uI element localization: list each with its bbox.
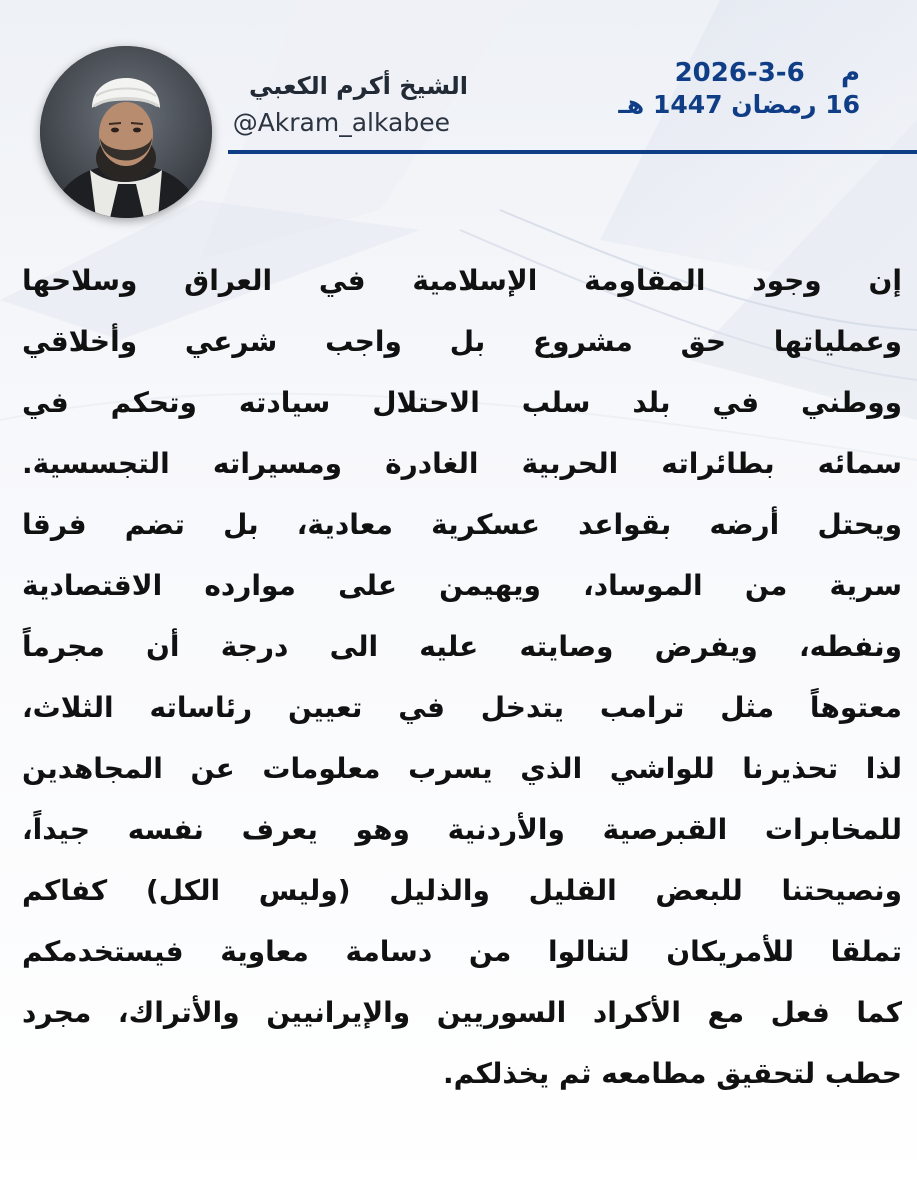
portrait-image xyxy=(40,46,212,218)
statement-line: ويحتل أرضه بقواعد عسكرية معادية، بل تضم فرقا xyxy=(22,508,902,541)
statement-line: ونصيحتنا للبعض القليل والذليل (وليس الكل) كفاكم xyxy=(22,874,902,907)
statement-line: سرية من الموساد، ويهيمن على موارده الاقتصادية xyxy=(22,569,902,602)
statement-line: ووطني في بلد سلب الاحتلال سيادته وتحكم في xyxy=(22,386,902,419)
statement-line: لذا تحذيرنا للواشي الذي يسرب معلومات عن المجاهدين xyxy=(22,752,902,785)
statement-line: تملقا للأمريكان لتنالوا من دسامة معاوية فيستخدمكم xyxy=(22,935,902,968)
statement-line: ونفطه، ويفرض وصايته عليه الى درجة أن مجرماً xyxy=(22,630,902,663)
gregorian-suffix: م xyxy=(840,58,860,88)
gregorian-date xyxy=(600,58,860,88)
header-divider xyxy=(228,150,917,154)
statement-line: إن وجود المقاومة الإسلامية في العراق وسلاحها xyxy=(22,264,902,297)
author-handle[interactable]: @Akram_alkabee xyxy=(232,108,450,137)
author-name: الشيخ أكرم الكعبي xyxy=(249,72,468,100)
hijri-date: 16 رمضان 1447 هـ xyxy=(618,90,860,119)
statement-body xyxy=(22,250,902,1104)
statement-line: للمخابرات القبرصية والأردنية وهو يعرف نفسه جيداً، xyxy=(22,813,902,846)
gregorian-date-value: 2026-3-6 xyxy=(674,58,805,88)
statement-line: حطب لتحقيق مطامعه ثم يخذلكم. xyxy=(442,1057,902,1090)
avatar[interactable] xyxy=(40,46,212,218)
statement-line: كما فعل مع الأكراد السوريين والإيرانيين والأتراك، مجرد xyxy=(22,996,902,1029)
statement-line: معتوهاً مثل ترامب يتدخل في تعيين رئاساته الثلاث، xyxy=(22,691,902,724)
post-header xyxy=(0,0,917,230)
statement-line: سمائه بطائراته الحربية الغادرة ومسيراته التجسسية. xyxy=(22,447,902,480)
statement-line: وعملياتها حق مشروع بل واجب شرعي وأخلاقي xyxy=(22,325,902,358)
